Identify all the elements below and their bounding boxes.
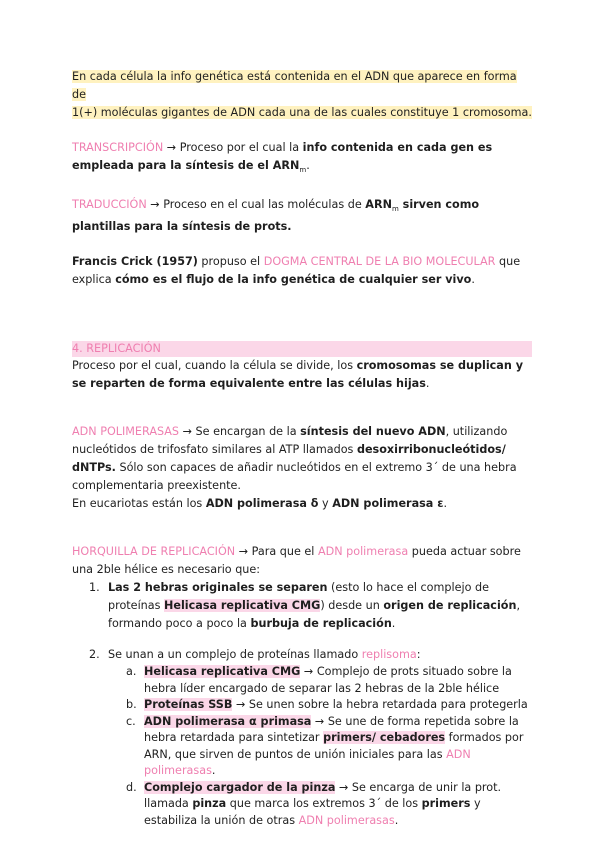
horquilla-term: HORQUILLA DE REPLICACIÓN xyxy=(72,545,236,559)
text: . xyxy=(425,377,430,391)
text: . xyxy=(394,813,399,827)
subscript: m xyxy=(299,166,307,175)
text: . xyxy=(306,159,310,172)
text: . xyxy=(211,764,216,778)
sub-list-item xyxy=(108,780,532,830)
pink-term: ADN polimerasas xyxy=(144,747,471,778)
text: → Se encarga de unir la prot. llamada xyxy=(144,780,502,811)
intro-line-1: En cada célula la info genética está contenida en el ADN que aparece en forma de xyxy=(72,70,517,101)
bold-text: pinza xyxy=(192,797,227,811)
arrow: → xyxy=(163,141,180,154)
text: . xyxy=(443,497,448,511)
bold-text: info contenida en cada gen es empleada para la síntesis de el ARN xyxy=(72,141,493,172)
bold-text: desoxirribonucleótidos/ dNTPs. xyxy=(72,443,506,475)
ordered-list xyxy=(72,646,532,829)
list-letter: b. xyxy=(126,698,137,712)
highlight-text: primers/ cebadores xyxy=(323,731,446,745)
ordered-list xyxy=(72,579,532,633)
intro-line-2: 1(+) moléculas gigantes de ADN cada una de las cuales constituye 1 cromosoma. xyxy=(72,106,532,119)
transcripcion-paragraph xyxy=(72,139,532,179)
bold-text: primers xyxy=(421,797,471,811)
list-item xyxy=(72,646,532,829)
text: → Complejo de prots situado sobre la hebra líder encargado de separar las 2 hebras de la 2ble hélice xyxy=(144,665,512,695)
arrow: → xyxy=(146,198,164,212)
bold-text: Las 2 hebras originales se separen xyxy=(108,581,328,595)
text: Proceso por el cual, cuando la célula se divide, los xyxy=(72,359,357,373)
text: pueda actuar sobre una 2ble hélice es necesario que: xyxy=(72,545,521,577)
text: Proceso en el cual las moléculas de xyxy=(163,198,366,212)
list-letter: c. xyxy=(126,714,136,728)
text: que marca los extremos 3´ de los xyxy=(226,797,422,811)
list-item xyxy=(72,579,532,633)
text: Sólo son capaces de añadir nucleótidos en el extremo 3´ de una hebra complementaria preexistente. xyxy=(72,461,517,493)
text: formados por ARN, que sirven de puntos de unión iniciales para las xyxy=(144,731,524,761)
bold-text: Francis Crick (1957) xyxy=(72,255,198,269)
list-letter: d. xyxy=(126,780,137,794)
polimerasas-paragraph xyxy=(72,423,532,495)
traduccion-term: TRADUCCIÓN xyxy=(72,198,147,212)
pink-term: replisoma xyxy=(361,648,417,662)
intro-paragraph xyxy=(72,68,532,122)
list-number: 2. xyxy=(89,648,100,662)
section-heading-replicacion: 4. REPLICACIÓN xyxy=(72,341,532,357)
bold-text: cómo es el flujo de la info genética de cualquier ser vivo xyxy=(115,273,472,287)
text: → Se unen sobre la hebra retardada para protegerla xyxy=(232,698,528,712)
highlight-text: Helicasa replicativa CMG xyxy=(164,599,321,613)
dogma-term: DOGMA CENTRAL DE LA BIO MOLECULAR xyxy=(263,255,496,269)
text: y estabiliza la unión de otras xyxy=(144,797,481,827)
bold-text: síntesis del nuevo ADN xyxy=(300,425,446,439)
arrow: → xyxy=(179,425,196,439)
text: Se unan a un complejo de proteínas llamado xyxy=(108,648,362,662)
text: → Se une de forma repetida sobre la hebra retardada para sintetizar xyxy=(144,714,519,745)
text: propuso el xyxy=(197,255,264,269)
text: Se encargan de la xyxy=(195,425,301,439)
sub-list-item xyxy=(108,664,532,697)
text: que explica xyxy=(72,255,521,287)
highlight-text: Helicasa replicativa CMG xyxy=(144,665,301,679)
bold-text: ADN polimerasa δ xyxy=(205,497,319,511)
highlight-text: Proteínas SSB xyxy=(144,698,233,712)
text: Proceso por el cual la xyxy=(179,141,303,154)
horquilla-paragraph xyxy=(72,543,532,579)
bold-text: ARN xyxy=(365,198,392,212)
transcripcion-term: TRANSCRIPCIÓN xyxy=(72,141,164,154)
arrow: → xyxy=(235,545,252,559)
eucariotas-line xyxy=(72,495,532,513)
polimerasas-term: ADN POLIMERASAS xyxy=(72,425,180,439)
text: Para que el xyxy=(251,545,318,559)
list-letter: a. xyxy=(126,665,137,679)
text: , formando poco a poco la xyxy=(108,599,520,631)
text: , utilizando nucleótidos de trifosfato similares al ATP llamados xyxy=(72,425,508,457)
pink-term: ADN polimerasa xyxy=(317,545,409,559)
text: . xyxy=(391,617,396,631)
highlight-text: ADN polimerasa α primasa xyxy=(144,714,312,728)
list-number: 1. xyxy=(89,581,100,595)
pink-term: ADN polimerasas xyxy=(298,813,395,827)
bold-text: burbuja de replicación xyxy=(250,617,392,631)
crick-paragraph xyxy=(72,253,532,289)
document-page xyxy=(72,68,532,829)
subscript: m xyxy=(391,205,399,214)
bold-text: sirven como plantillas para la síntesis de prots. xyxy=(72,198,480,234)
text: (esto lo hace el complejo de proteínas xyxy=(108,581,489,613)
highlight-text: Complejo cargador de la pinza xyxy=(144,780,336,794)
sub-list xyxy=(108,664,532,829)
text: En eucariotas están los xyxy=(72,497,206,511)
text: : xyxy=(416,648,421,662)
bold-text: origen de replicación xyxy=(383,599,517,613)
bold-text: cromosomas se duplican y se reparten de forma equivalente entre las células hijas xyxy=(72,359,524,391)
sub-list-item xyxy=(108,714,532,780)
replicacion-paragraph xyxy=(72,357,532,393)
sub-list-item xyxy=(108,697,532,714)
traduccion-paragraph xyxy=(72,196,532,236)
bold-text: ADN polimerasa ε xyxy=(332,497,444,511)
text: . xyxy=(471,273,475,287)
text: y xyxy=(318,497,333,511)
text: ) desde un xyxy=(320,599,384,613)
